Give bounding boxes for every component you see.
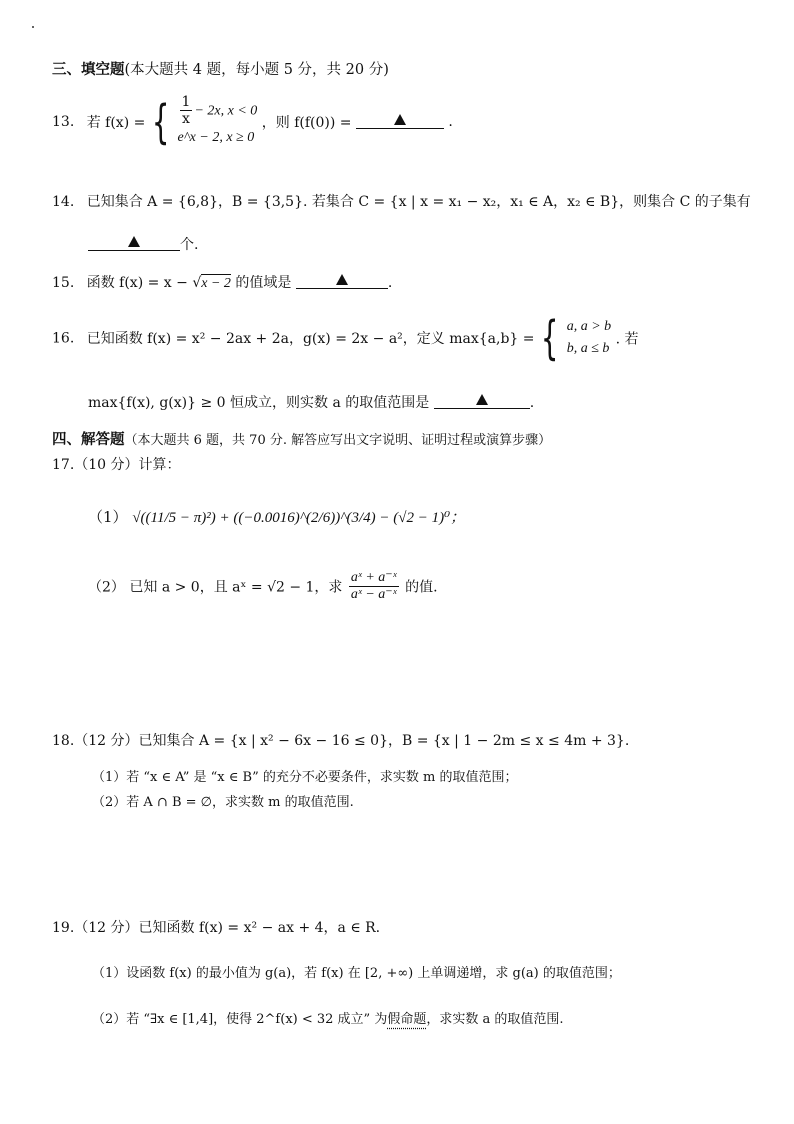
q17-p2-label: （2） [88, 579, 125, 596]
question-16-line2 [88, 392, 534, 412]
q17-p2-tail: 的值. [405, 579, 438, 596]
section-3-title: 三、填空题 [52, 61, 125, 78]
q16-case1: a, a > b [566, 319, 612, 334]
question-19-part2 [92, 1008, 564, 1027]
question-18-heading: 18.（12 分）已知集合 A = {x | x² − 6x − 16 ≤ 0}，B = {x | 1 − 2m ≤ x ≤ 4m + 3}. [52, 733, 630, 749]
q17-p2-num: aˣ + a⁻ˣ [349, 570, 399, 587]
q16-text: 已知函数 f(x) = x² − 2ax + 2a，g(x) = 2x − a²，定义 max{a,b} = [86, 331, 535, 348]
question-18-part1: （1）若 “x ∈ A” 是 “x ∈ B” 的充分不必要条件，求实数 m 的取值范围； [92, 770, 518, 785]
q16-brace: { [540, 311, 559, 366]
q14-tail: 个. [180, 237, 199, 253]
q15-answer-blank[interactable] [296, 274, 388, 289]
question-17-heading: 17.（10 分）计算： [52, 457, 181, 473]
question-14-line2 [88, 234, 198, 254]
q13-brace: { [151, 94, 170, 149]
section-3-heading [52, 58, 389, 79]
question-17-part2 [88, 570, 438, 603]
q13-case1: − 2x, x < 0 [194, 103, 258, 119]
q16-number: 16. [52, 330, 75, 347]
q17-p2-den: aˣ − a⁻ˣ [350, 587, 397, 603]
q16-end: . [529, 395, 535, 411]
question-14 [52, 191, 751, 211]
section-4-note: （本大题共 6 题，共 70 分. 解答应写出文字说明、证明过程或演算步骤） [124, 433, 552, 448]
q13-cases [178, 94, 258, 150]
q13-end: . [448, 113, 453, 130]
question-15: 15. 函数 f(x) = x − √x − 2 的值域是 . [52, 275, 393, 291]
q13-answer-blank[interactable] [356, 114, 444, 129]
q17-p2-text: 已知 a > 0，且 aˣ = √2 − 1，求 [129, 579, 343, 596]
section-4-title: 四、解答题 [52, 431, 125, 448]
q19-p2-a: （2）若 “∃x ∈ [1,4]，使得 2^f(x) < 32 成立” 为 [92, 1012, 388, 1027]
q15-end: . [387, 275, 393, 291]
q16-answer-blank[interactable] [434, 394, 530, 409]
q17-p1-expr: √((11/5 − π)²) + ((−0.0016)^(2/6))^(3/4) − (√2 − 1)⁰； [132, 510, 466, 526]
triangle-icon [476, 394, 488, 405]
q13-case2: e^x − 2, x ≥ 0 [177, 130, 255, 146]
q15-text-a: 函数 f(x) = x − [86, 275, 188, 291]
q17-p1-label: （1） [88, 508, 128, 526]
q13-frac [180, 94, 193, 127]
q17-p2-frac [349, 570, 399, 603]
q16-cases [567, 316, 611, 361]
q13-number: 13. [52, 113, 75, 130]
q15-text-b: 的值域是 [235, 275, 292, 291]
q13-lead: 若 f(x) = [86, 114, 146, 131]
question-18-part2: （2）若 A ∩ B = ∅，求实数 m 的取值范围. [92, 795, 354, 810]
q16-case2: b, a ≤ b [566, 341, 610, 357]
triangle-icon [128, 236, 140, 247]
section-3-note: (本大题共 4 题，每小题 5 分，共 20 分) [124, 62, 389, 78]
q14-number: 14. [52, 194, 75, 210]
question-13 [52, 94, 453, 150]
triangle-icon [336, 274, 348, 285]
q13-frac-den: x [182, 111, 190, 128]
q15-number: 15. [52, 275, 75, 291]
scan-speck [32, 26, 34, 28]
section-4-heading [52, 428, 551, 449]
question-19-heading: 19.（12 分）已知函数 f(x) = x² − ax + 4，a ∈ R. [52, 920, 381, 936]
question-17-part1 [88, 506, 465, 527]
q16-line2: max{f(x), g(x)} ≥ 0 恒成立，则实数 a 的取值范围是 [88, 395, 430, 411]
q14-answer-blank[interactable] [88, 236, 180, 251]
q13-frac-num: 1 [181, 94, 191, 110]
q15-sqrt: x − 2 [201, 276, 231, 291]
q19-p2-b: ，求实数 a 的取值范围. [426, 1012, 564, 1027]
q13-tail: ，则 f(f(0)) = [261, 114, 352, 131]
q16-after: . 若 [615, 331, 639, 348]
q14-text: 已知集合 A = {6,8}，B = {3,5}. 若集合 C = {x | x = x₁ − x₂，x₁ ∈ A，x₂ ∈ B}，则集合 C 的子集有 [86, 194, 751, 210]
q19-p2-emphasis: 假命题 [387, 1012, 427, 1027]
triangle-icon [394, 114, 406, 125]
question-19-part1: （1）设函数 f(x) 的最小值为 g(a)，若 f(x) 在 [2, +∞) 上单调递增，求 g(a) 的取值范围； [92, 966, 621, 981]
question-16 [52, 311, 639, 366]
